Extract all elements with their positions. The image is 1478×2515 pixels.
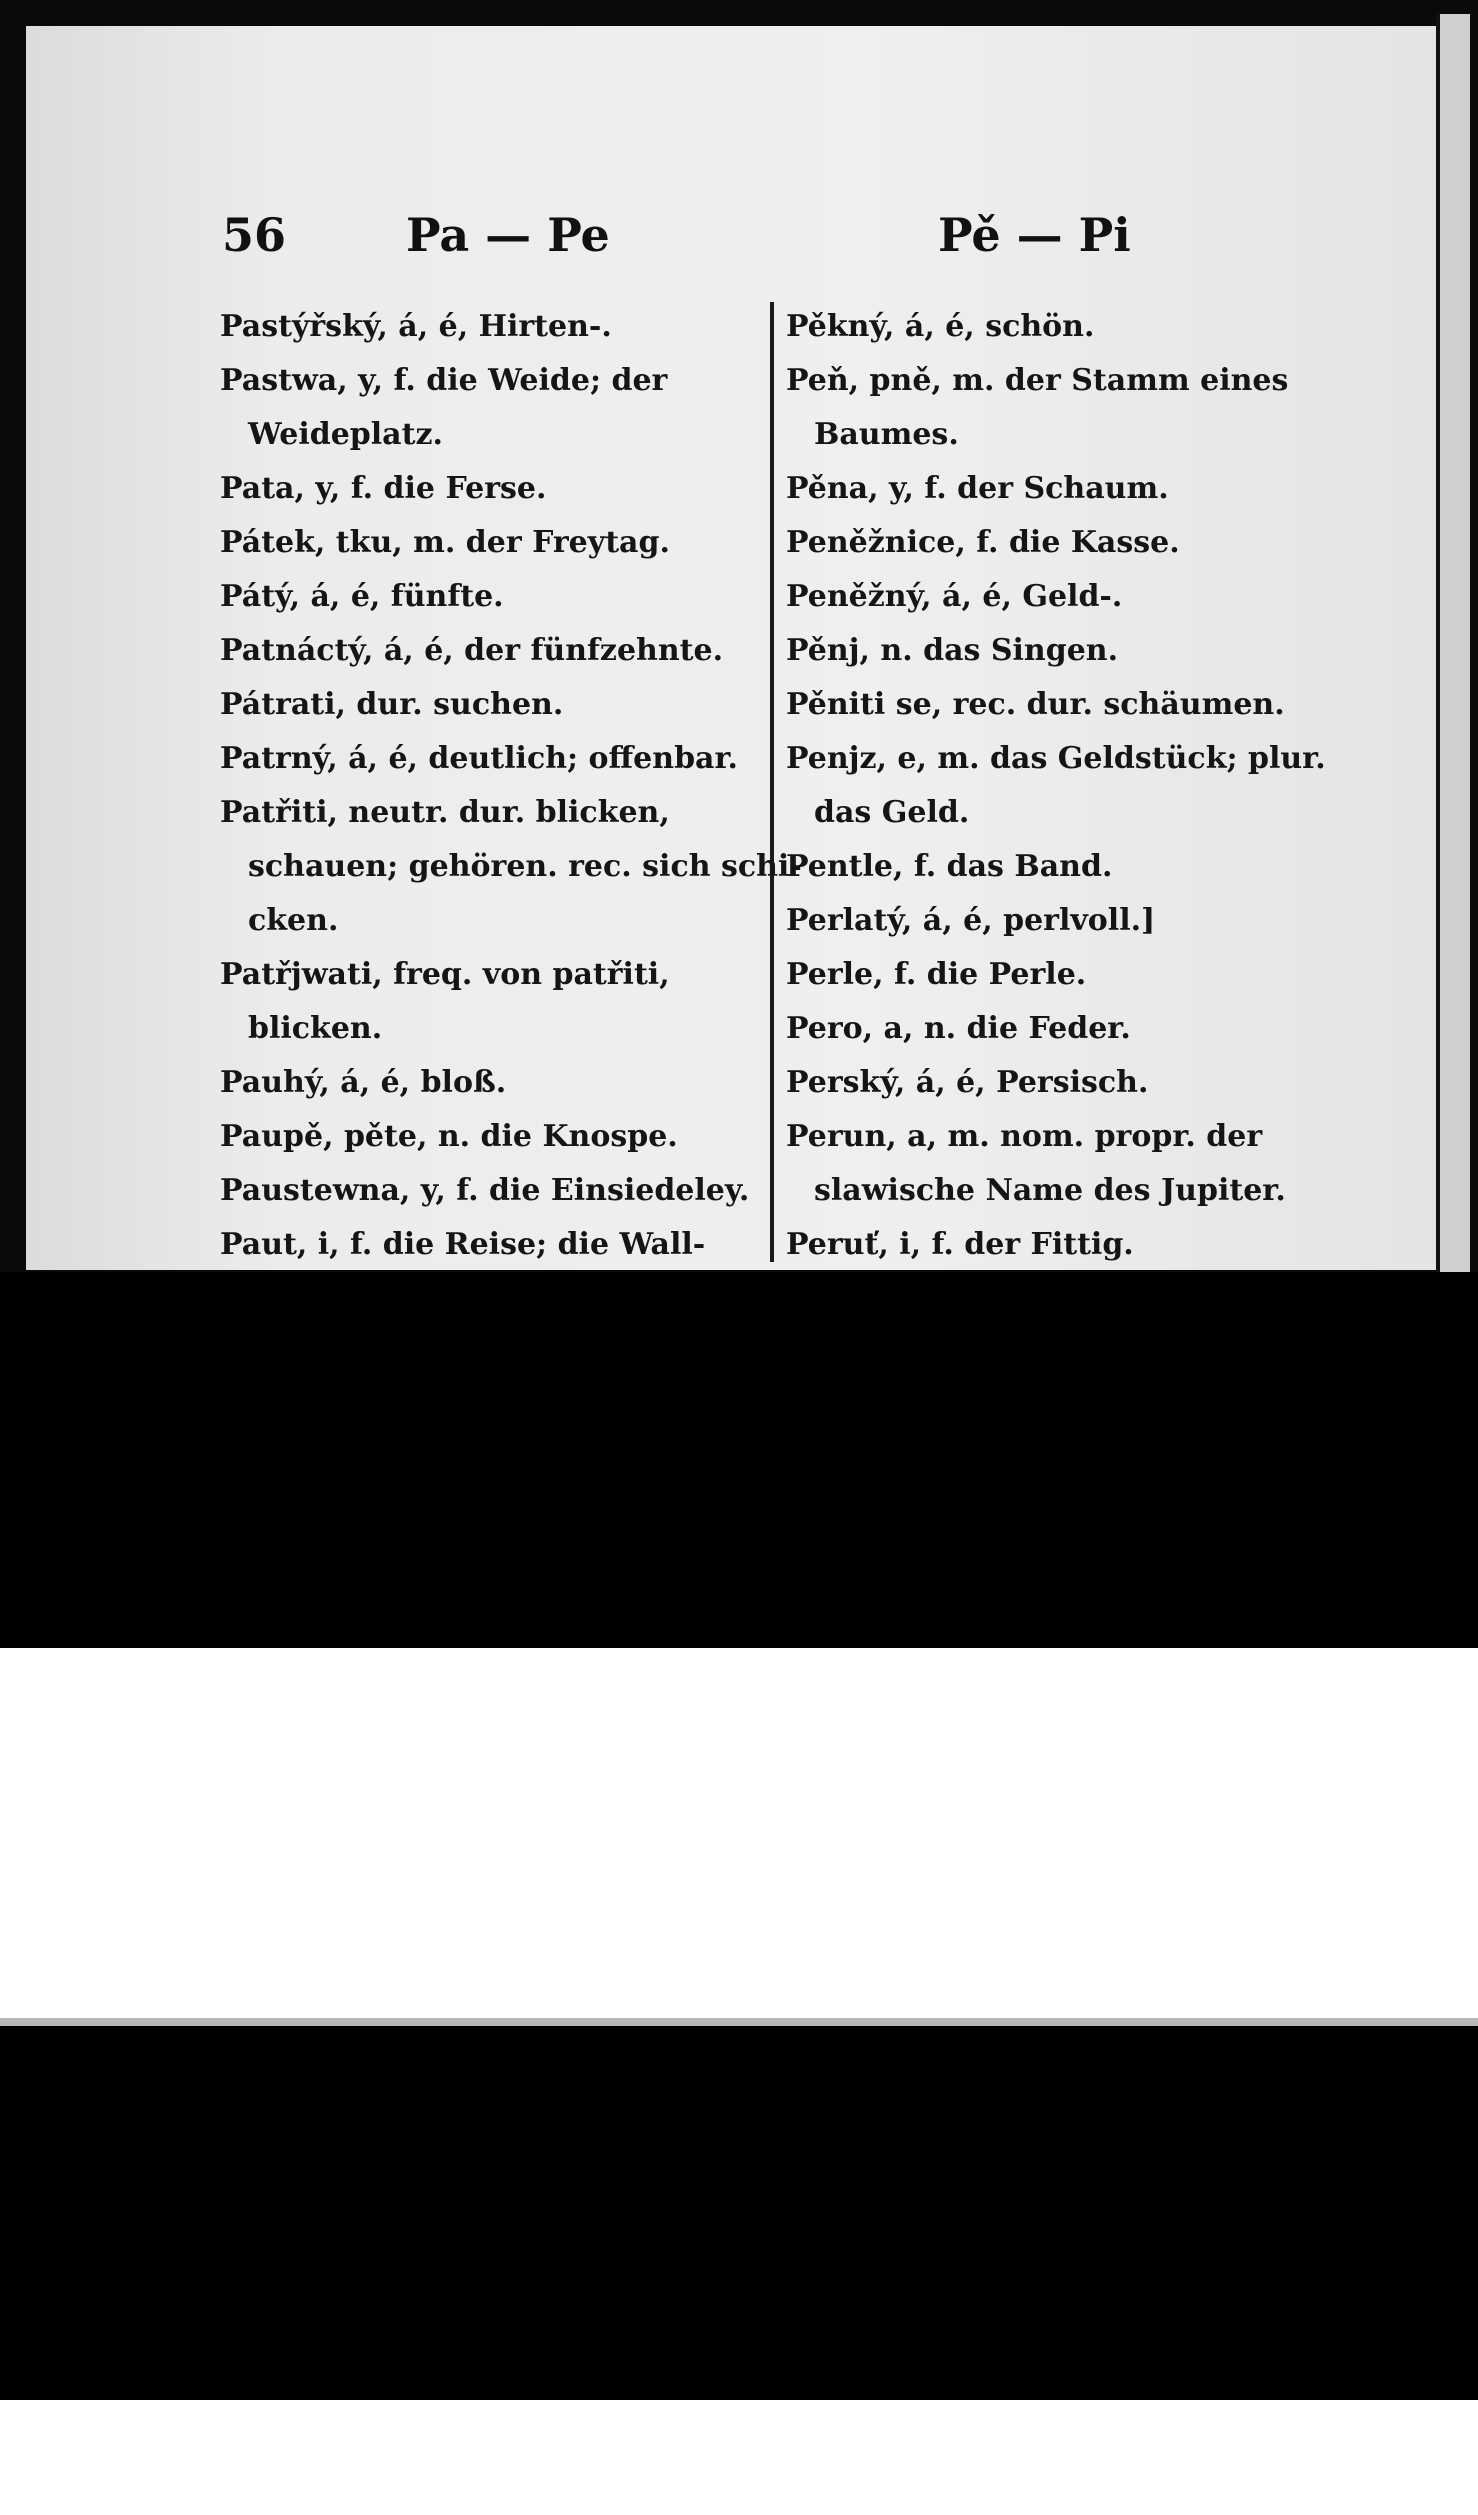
blank-region	[0, 2400, 1478, 2515]
dictionary-entry	[220, 1110, 760, 1164]
entry-line: Paustewna, y, f. die Einsiedeley.	[220, 1173, 750, 1208]
dictionary-entry	[220, 678, 760, 732]
entry-continuation: blicken.	[248, 1011, 383, 1046]
next-page-edge	[1436, 14, 1470, 1272]
entry-line: Pěkný, á, é, schön.	[786, 309, 1095, 344]
entry-line: Pěnj, n. das Singen.	[786, 633, 1119, 668]
entry-line: Pastýřský, á, é, Hirten-.	[220, 309, 612, 344]
entry-line: Perský, á, é, Persisch.	[786, 1065, 1149, 1100]
entry-continuation: cken.	[248, 903, 339, 938]
dictionary-entry	[786, 1002, 1346, 1056]
dictionary-entry	[786, 516, 1346, 570]
right-guide-word: Pě — Pi	[938, 208, 1131, 262]
entry-line: Patřiti, neutr. dur. blicken,	[220, 795, 670, 830]
entry-line: Pěna, y, f. der Schaum.	[786, 471, 1169, 506]
entry-continuation: Weideplatz.	[248, 417, 443, 452]
dictionary-entry	[786, 948, 1346, 1002]
entry-line: Pátrati, dur. suchen.	[220, 687, 564, 722]
gray-separator-line	[0, 2018, 1478, 2026]
entry-line: Patnáctý, á, é, der fünfzehnte.	[220, 633, 724, 668]
dictionary-entry	[220, 948, 760, 1056]
dictionary-entry	[786, 678, 1346, 732]
dictionary-entry	[786, 1056, 1346, 1110]
entry-continuation: das Geld.	[814, 795, 970, 830]
dictionary-entry	[786, 1218, 1346, 1272]
dictionary-entry	[786, 354, 1346, 462]
dictionary-entry	[220, 624, 760, 678]
dictionary-entry	[220, 516, 760, 570]
dictionary-entry	[220, 1056, 760, 1110]
entry-line: Pauhý, á, é, bloß.	[220, 1065, 507, 1100]
entry-line: Peněžný, á, é, Geld-.	[786, 579, 1123, 614]
entry-line: Pátý, á, é, fünfte.	[220, 579, 504, 614]
entry-line: Paut, i, f. die Reise; die Wall-	[220, 1227, 706, 1262]
entry-line: Penjz, e, m. das Geldstück; plur.	[786, 741, 1326, 776]
dictionary-entry	[220, 786, 802, 948]
left-guide-word: Pa — Pe	[406, 208, 610, 262]
column-divider	[770, 302, 774, 1262]
dictionary-entry	[786, 732, 1346, 840]
page-number: 56	[222, 208, 287, 262]
entry-line: Pěniti se, rec. dur. schäumen.	[786, 687, 1285, 722]
dictionary-entry	[786, 462, 1346, 516]
entry-line: Patrný, á, é, deutlich; offenbar.	[220, 741, 738, 776]
black-mask-region	[0, 2026, 1478, 2400]
black-mask-region	[0, 1272, 1478, 1648]
dictionary-entry	[220, 732, 760, 786]
entry-line: Pentle, f. das Band.	[786, 849, 1113, 884]
right-column	[786, 300, 1346, 1272]
dictionary-entry	[786, 1110, 1346, 1218]
dictionary-entry	[220, 1164, 760, 1218]
entry-line: Pata, y, f. die Ferse.	[220, 471, 547, 506]
dictionary-entry	[220, 462, 760, 516]
dictionary-entry	[786, 570, 1346, 624]
entry-line: Peň, pně, m. der Stamm eines	[786, 363, 1289, 398]
dictionary-entry	[220, 300, 760, 354]
dictionary-entry	[220, 354, 760, 462]
entry-line: Peruť, i, f. der Fittig.	[786, 1227, 1134, 1262]
entry-line: Perlatý, á, é, perlvoll.]	[786, 903, 1156, 938]
blank-region	[0, 1648, 1478, 2018]
dictionary-entry	[220, 570, 760, 624]
dictionary-entry	[786, 894, 1346, 948]
dictionary-entry	[786, 624, 1346, 678]
entry-line: Pastwa, y, f. die Weide; der	[220, 363, 668, 398]
entry-line: Pero, a, n. die Feder.	[786, 1011, 1131, 1046]
dictionary-entry	[786, 840, 1346, 894]
entry-line: Pátek, tku, m. der Freytag.	[220, 525, 670, 560]
entry-line: Patřjwati, freq. von patřiti,	[220, 957, 670, 992]
entry-continuation: schauen; gehören. rec. sich schi-	[248, 849, 802, 884]
entry-continuation: slawische Name des Jupiter.	[814, 1173, 1286, 1208]
entry-continuation: Baumes.	[814, 417, 959, 452]
entry-line: Perle, f. die Perle.	[786, 957, 1087, 992]
entry-line: Peněžnice, f. die Kasse.	[786, 525, 1180, 560]
dictionary-entry	[786, 300, 1346, 354]
entry-line: Paupě, pěte, n. die Knospe.	[220, 1119, 678, 1154]
entry-line: Perun, a, m. nom. propr. der	[786, 1119, 1263, 1154]
left-column	[220, 300, 802, 1326]
